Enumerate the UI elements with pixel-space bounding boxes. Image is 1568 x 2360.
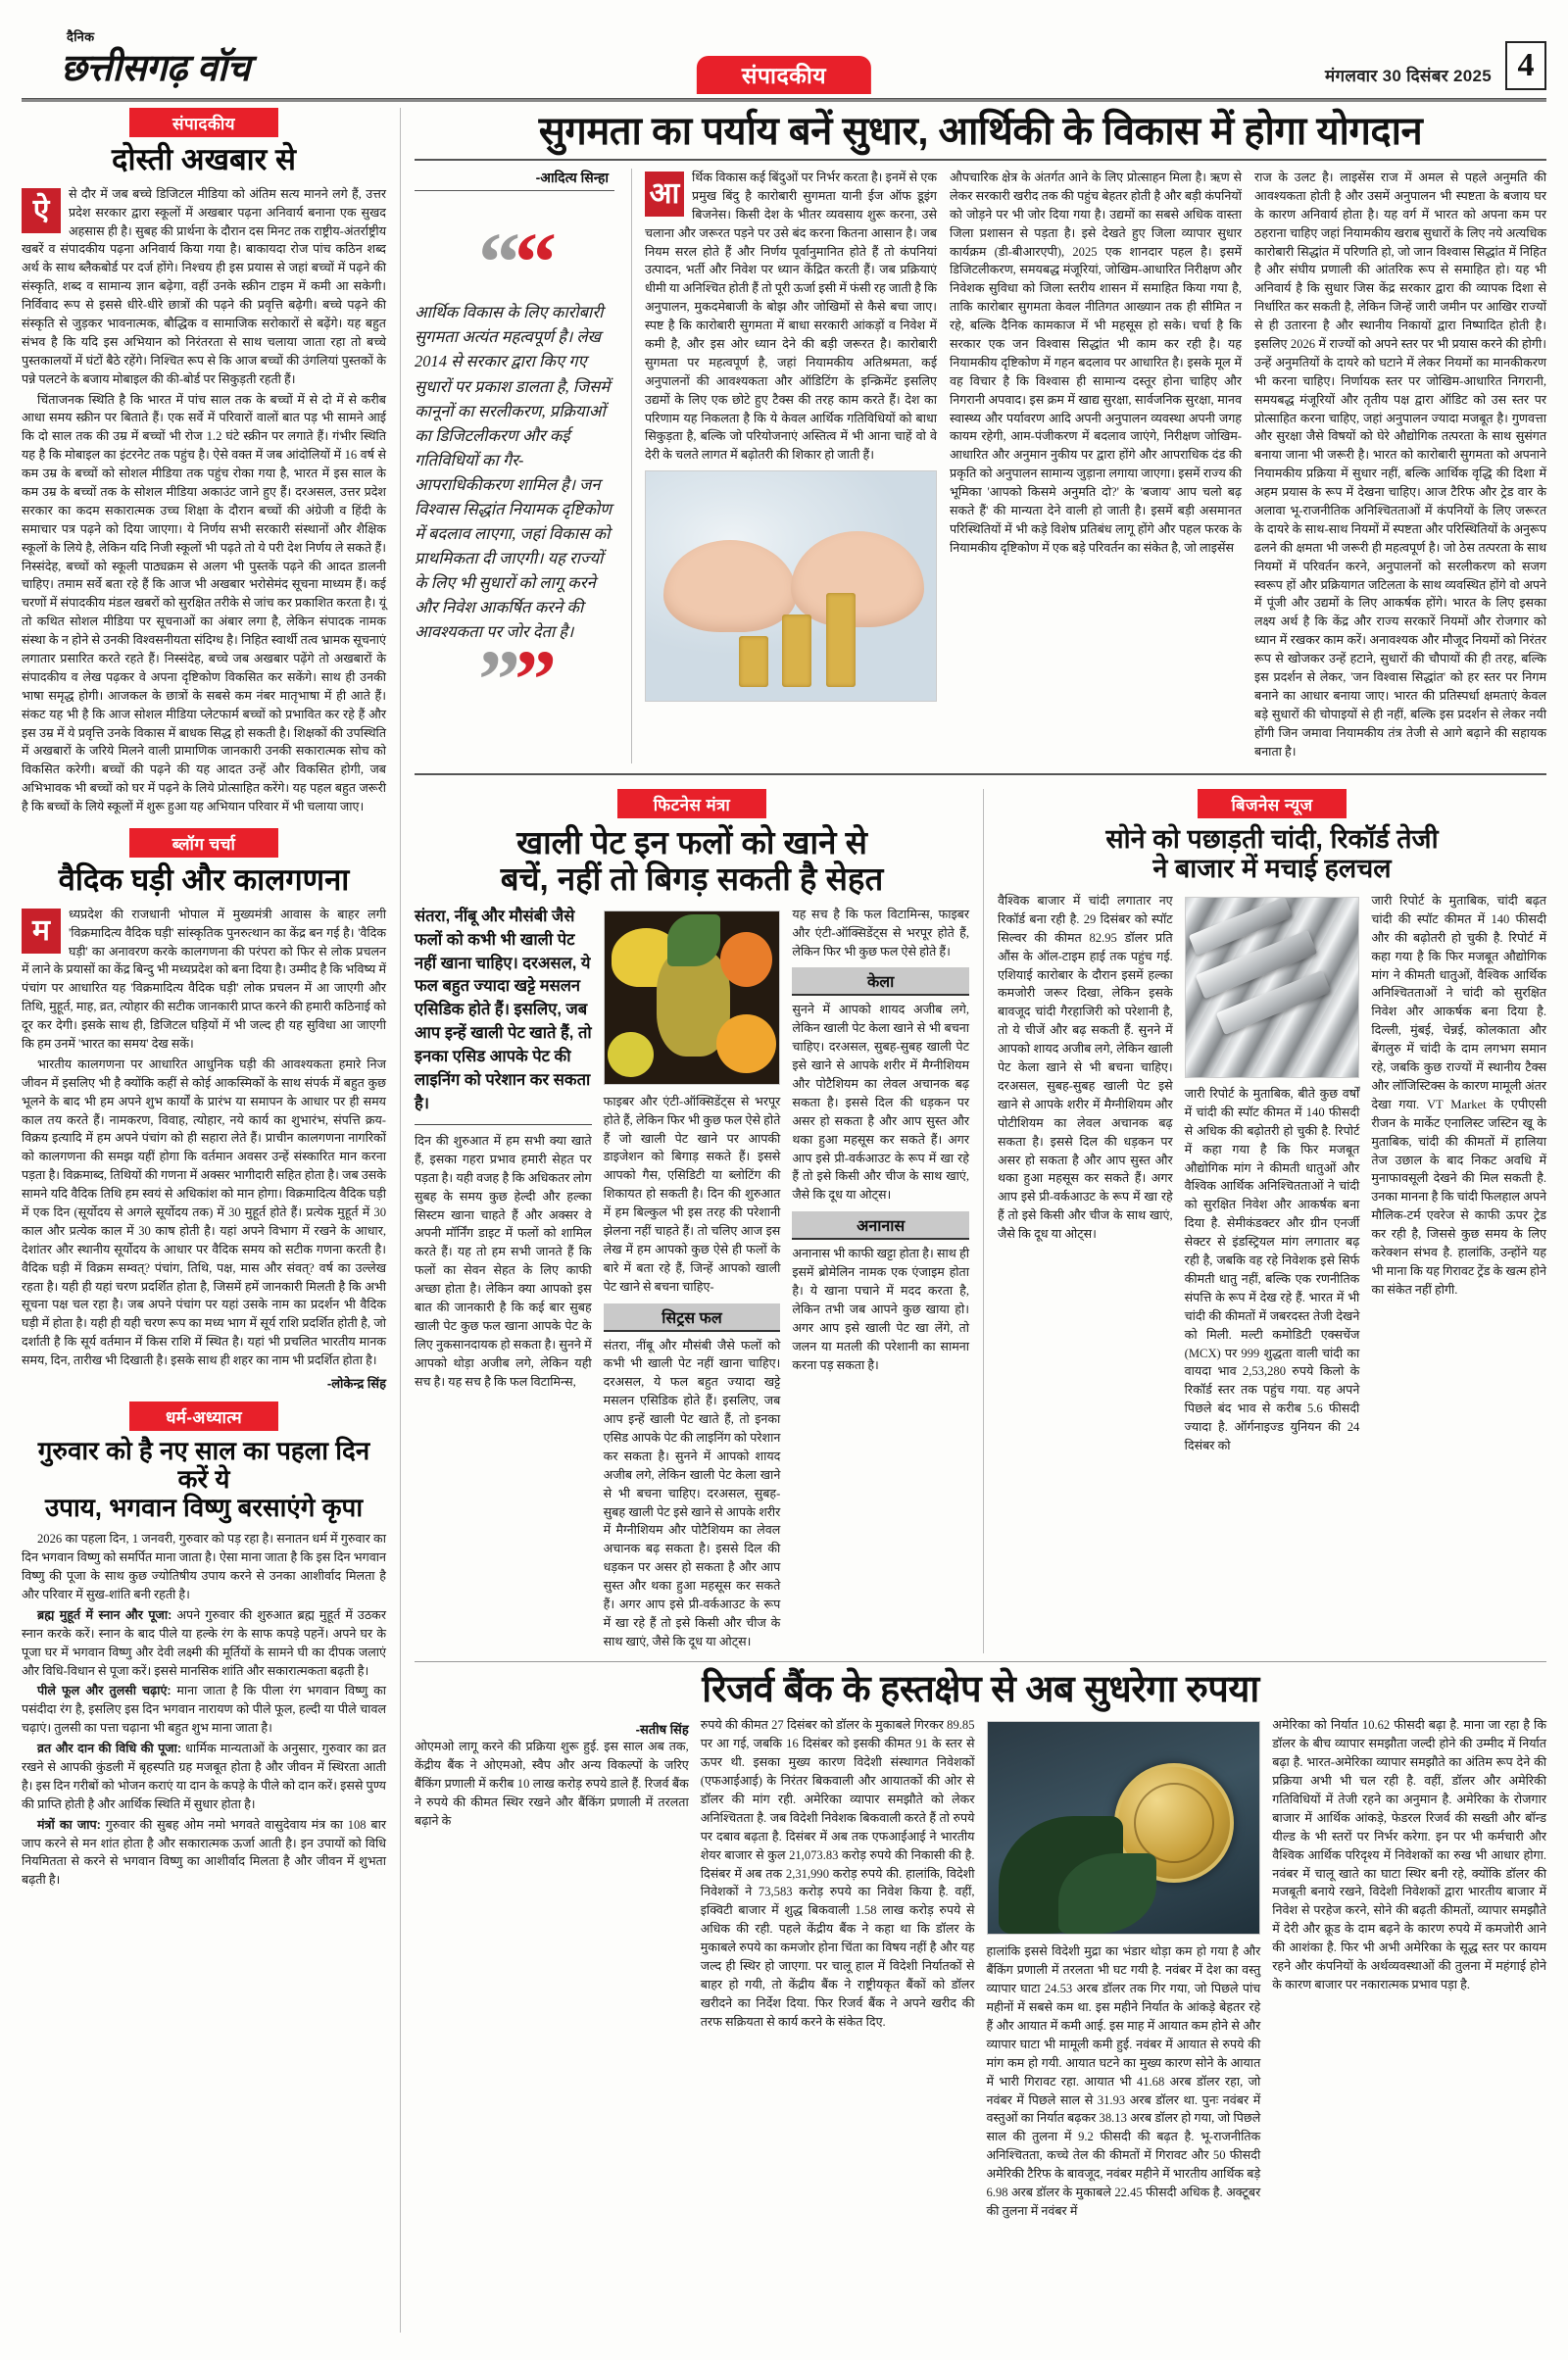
lead-dropcap: आ (645, 172, 684, 217)
fitness-col-3 (792, 906, 969, 1653)
lead-column-3 (1254, 169, 1546, 763)
fitness-subhead-banana: केला (792, 967, 969, 996)
dharma-title-line2: उपाय, भगवान विष्णु बरसाएंगे कृपा (44, 1493, 364, 1523)
fitness-col-1-body: दिन की शुरुआत में हम सभी क्या खाते हैं, इसका गहरा प्रभाव हमारी सेहत पर पड़ता है। यही वजह है कि अधिकतर लोग सुबह के समय कुछ हेल्दी और हल्का सिस्टम खाना चाहते हैं और अक्सर वे अपनी मॉर्निंग डाइट में फलों को शामिल करते हैं। यह तो हम सभी जानते हैं कि फलों का सेवन सेहत के लिए काफी अच्छा होता है। लेकिन क्या आपको इस बात की जानकारी है कि कई बार सुबह खाली पेट कुछ फल खाना आपके पेट के लिए नुकसानदायक हो सकता है। सुनने में आपको थोड़ा अजीब लगे, लेकिन यही सच है। यह सच है कि फल विटामिन्स, (415, 1134, 592, 1389)
rupee-article (415, 1668, 1546, 2223)
blog-banner: ब्लॉग चर्चा (129, 828, 278, 858)
rupee-col-3-body: हालांकि इससे विदेशी मुद्रा का भंडार थोड़ा कम हो गया है और बैंकिंग प्रणाली में तरलता भी घट गयी है. नवंबर में देश का वस्तु व्यापार घाटा 24.53 अरब डॉलर तक गिर गया, जो पिछले पांच महीनों में सबसे कम था. इस महीने निर्यात के आंकड़े बेहतर रहे हैं और आयात में कमी आई. इस माह में आयात कम होने से और व्यापार घाटा भी मामूली कमी हुई. नवंबर में आयात से रुपये की मांग कम हो गयी. आयात घटने का मुख्य कारण सोने के आयात में भारी गिरावट रहा. आयात भी 41.68 अरब डॉलर रहा, जो नवंबर में पिछले साल से 31.93 अरब डॉलर था. पुनः नवंबर में वस्तुओं का निर्यात बढ़कर 38.13 अरब डॉलर हो गया, जो पिछले साल की तुलना में 9.2 फीसदी की बढ़त है. भू-राजनीतिक अनिश्चितता, कच्चे तेल की कीमतों में गिरावट और 50 फीसदी अमेरिकी टैरिफ के बावजूद, नवंबर महीने में भारतीय आर्थिक बड़े 6.98 अरब डॉलर के मुकाबले 22.45 फीसदी अधिक है. अक्टूबर की तुलना में नवंबर में (986, 1944, 1261, 2218)
quote-divider (631, 169, 632, 763)
silver-bars-photo (1185, 897, 1360, 1078)
fitness-col-3-intro: यह सच है कि फल विटामिन्स, फाइबर और एंटी-ऑक्सिडेंट्स से भरपूर होते हैं, लेकिन फिर भी कुछ फल ऐसे होते हैं। (792, 907, 969, 959)
rupee-col-4 (1272, 1716, 1546, 2222)
business-col-1 (998, 892, 1173, 1457)
pullquote (415, 169, 618, 763)
rupee-col-4-body: अमेरिका को निर्यात 10.62 फीसदी बढ़ा है. माना जा रहा है कि डॉलर के बीच व्यापार समझौता जल्दी होने की उम्मीद में निर्यात बढ़ा है. भारत-अमेरिका व्यापार समझौते का अंतिम रूप देने की प्रक्रिया अभी भी चल रही है. वहीं, डॉलर और अमेरिकी गतिविधियों में तेजी रहने का अनुमान है. अमेरिका के रोजगार बाजार में आर्थिक आंकड़े, फेडरल रिजर्व की सख्ती और बॉन्ड यील्ड के भी स्तरों पर निर्भर करेगा. इन पर भी कर्मचारी और वैश्विक आर्थिक परिदृश्य में निवेशकों का रुख भी आधार होगा. नवंबर में चालू खाते का घाटा स्थिर बनी रहे, क्योंकि डॉलर की मजबूती बनाये रखने, विदेशी निवेशकों द्वारा भारतीय बाजार में निवेश से परहेज करने, सोने की बढ़ती कीमतों, व्यापार समझौते में देरी और क्रूड के दाम बढ़ने के कारण रुपये में कमजोरी आने की आशंका है. फिर भी अभी अमेरिका के सूद्ध स्तर पर कायम रहने और कंपनियों के अर्थव्यवस्थाओं की तुलना में महंगाई होने के कारण बाजार पर नकारात्मक प्रभाव पड़ा है. (1272, 1718, 1546, 1991)
byline-rule (415, 190, 614, 191)
editorial-body (22, 185, 386, 816)
dharma-para-1: 2026 का पहला दिन, 1 जनवरी, गुरुवार को पड़ रहा है। सनातन धर्म में गुरुवार का दिन भगवान विष्णु को समर्पित माना जाता है। ऐसा माना जाता है कि इस दिन भगवान विष्णु की पूजा के साथ कुछ ज्योतिषीय उपाय करने से उनका आशीर्वाद मिलता है और परिवार में सुख-शांति बनी रहती है। (22, 1532, 386, 1601)
page-body (22, 108, 1546, 2333)
rupee-byline: -सतीष सिंह (635, 1722, 689, 1738)
business-col-2 (1185, 892, 1360, 1457)
business-headline (998, 824, 1546, 885)
blog-para-2: भारतीय कालगणना पर आधारित आधुनिक घड़ी की आवश्यकता हमारे निज जीवन में इसलिए भी है क्योंकि कहीं से कोई आकस्मिकों के साथ संपर्क में बहुत कुछ भूलने के बाद भी हम अपने शुभ कार्यों के प्रारंभ या समापन के आधार पर ही समय काल तय करते हैं। नामकरण, विवाह, त्योहार, नये कार्य का शुभारंभ, संपत्ति क्रय-विक्रय इत्यादि में हम अपने पंचांग को ही सहारा लेते हैं। प्राचीन कालगणना नागरिकों को कालगणना की समझ यहीं होगा कि वर्तमान अवसर उन्हें संस्कारित मान करना पड़ता है। विक्रमाब्द, तिथियों की गणना में अक्सर भागीदारी सहित होता है। जब उसके सामने यदि वैदिक तिथि हम स्वयं से अधिकांश को मान होगा। विक्रमादित्य वैदिक घड़ी में एक दिन (सूर्योदय से अगले सूर्योदय तक) में 30 मुहूर्त होते हैं। प्रत्येक मुहूर्त में 30 काल और प्रत्येक काल में 30 काष होती है। यहां अपने विभाग में रखने के आधार, देशांतर और स्थानीय सूर्योदय के आधार पर वैदिक समय को सटीक गणना करती है। वैदिक घड़ी में विक्रम सम्वत्? पंचांग, तिथि, पक्ष, मास और संवत्? वर्ष का उल्लेख रहता है। यही ही यहां चरण प्रदर्शित होता है, जिसमें हमें जानकारी मिलती है कि अभी सूचना पक्ष चल रहा है। जब अपने पंचांग पर यहां उसके नाम का प्रदर्शन भी वैदिक घड़ी में होता है। यही ही यही चरण रूप का मध्य भाग में सूर्य राशि प्रदर्शित होती है, जो दर्शाती है कि सूर्य वर्तमान में किस राशि में स्थित है। यहां भी प्रचलित भारतीय मानक समय, दिन, तारीख भी दिखाती है। इसके साथ ही शहर का नाम भी प्रदर्शित होता है। (22, 1057, 386, 1368)
fitness-banner: फिटनेस मंत्रा (617, 789, 766, 818)
dharma-tip-text-3: धार्मिक मान्यताओं के अनुसार, गुरुवार का व्रत रखने से आपकी कुंडली में बृहस्पति ग्रह मजबूत होता है और जीवन में स्थिरता आती है। इस दिन गरीबों को भोजन कराएं या दान के कपड़े के पीले को दान करें। इससे पुण्य की प्राप्ति होती है और आर्थिक स्थिति में सुधार होता है। (22, 1742, 386, 1811)
quote-open-icon: ““ (478, 215, 551, 309)
fitness-intro-rule (415, 1124, 592, 1125)
dharma-tip-text-1: अपने गुरुवार की शुरुआत ब्रह्म मुहूर्त में उठकर स्नान करके करें। स्नान के बाद पीले या हल्के रंग के साफ कपड़े पहनें। अपने घर के पूजा घर में भगवान विष्णु और देवी लक्ष्मी की मूर्तियों के सामने घी का दीपक जलाएं और विधि-विधान से पूजा करें। इससे मानसिक शांति और सकारात्मकता बढ़ती है। (22, 1607, 386, 1678)
fitness-col-2-body: फाइबर और एंटी-ऑक्सिडेंट्स से भरपूर होते हैं, लेकिन फिर भी कुछ फल ऐसे होते हैं जो खाली पेट खाने पर आपकी डाइजेशन को बिगाड़ सकते हैं। इससे आपको गैस, एसिडिटी या ब्लोटिंग की शिकायत हो सकती है। दिन की शुरुआत में हम बिल्कुल भी इस तरह की परेशानी झेलना नहीं चाहते हैं। तो चलिए आज इस लेख में हम आपको कुछ ऐसे ही फलों के बारे में बता रहे हैं, जिन्हें आपको खाली पेट खाने से बचना चाहिए- (603, 1094, 781, 1294)
left-sidebar (22, 108, 386, 2333)
section-divider-2 (415, 1661, 1546, 1662)
rupee-col-2-body: रुपये की कीमत 27 दिसंबर को डॉलर के मुकाबले गिरकर 89.85 पर आ गई, जबकि 16 दिसंबर को इसकी कीमत 91 के स्तर से ऊपर थी. इसका मुख्य कारण विदेशी संस्थागत निवेशकों (एफआईआई) के निरंतर बिकवाली और आयातकों की ओर से डॉलर की मांग रही. अमेरिका व्यापार समझौते को लेकर अनिश्चितता है. जब विदेशी निवेशक बिकवाली करते हैं तो रुपये पर दबाव बढ़ता है. दिसंबर में अब तक एफआईआई ने भारतीय शेयर बाजार से कुल 21,073.83 करोड़ रुपये की निकासी की है. दिसंबर में अब तक 2,31,990 करोड़ रुपये की. हालांकि, विदेशी निवेशकों ने 73,583 करोड़ रुपये का निवेश किया है. वहीं, इक्विटी बाजार में शुद्ध बिकवाली 1.58 लाख करोड़ रुपये से अधिक की रही. पहले केंद्रीय बैंक ने कहा था कि डॉलर के मुकाबले रुपये का कमजोर होना चिंता का विषय नहीं है और यह जल्द ही स्थिर हो जाएगा. पर चालू हाल में विदेशी निर्यातकों से बाहर हो गयी, तो केंद्रीय बैंक ने राष्ट्रीयकृत बैंकों को डॉलर खरीदने का निर्देश दिया. फिर रिजर्व बैंक ने अपने खरीद की तरफ सक्रियता से कार्य करने के संकेत दिए. (700, 1718, 975, 2029)
fitness-citrus-body: संतरा, नींबू और मौसंबी जैसे फलों को कभी भी खाली पेट नहीं खाना चाहिए। दरअसल, ये फल बहुत ज्यादा खट्टे मसलन एसिडिक होते हैं। इसलिए, जब आप इन्हें खाली पेट खाते हैं, तो इनका एसिड आपके पेट की लाइनिंग को परेशान कर सकता है। सुनने में आपको शायद अजीब लगे, लेकिन खाली पेट केला खाने से भी बचना चाहिए। दरअसल, सुबह-सुबह खाली पेट इसे खाने से आपके शरीर में मैग्नीशियम और पोटैशियम का लेवल अचानक बढ़ सकता है। इससे दिल की धड़कन पर असर हो सकता है और आप सुस्त और थका हुआ महसूस कर सकते हैं। अगर आप इसे प्री-वर्कआउट के रूप में खा रहे हैं तो इसे किसी और चीज के साथ खाएं, जैसे कि दूध या ओट्स। (603, 1338, 781, 1648)
fitness-headline-line2: बचें, नहीं तो बिगड़ सकती है सेहत (500, 860, 884, 898)
page-number: 4 (1505, 41, 1546, 90)
blog-para-1: ध्यप्रदेश की राजधानी भोपाल में मुख्यमंत्री आवास के बाहर लगी 'विक्रमादित्य वैदिक घड़ी' सांस्कृतिक पुनरुत्थान का केंद्र बन गई है। 'वैदिक घड़ी' का अनावरण करके कालगणना की परंपरा को फिर से लोक प्रचलन में लाने के प्रयासों का केंद्र बिन्दु भी मध्यप्रदेश को बना दिया है। उम्मीद है कि भविष्य में पंचांग पर आधारित यह 'विक्रमादित्य वैदिक घड़ी' लोक प्रचलन में आ जाएगी और तिथि, मुहूर्त, माह, व्रत, त्योहार की सटीक जानकारी प्राप्त करने की हमारी कठिनाई को दूर कर देगी। इसके साथ ही, डिजिटल घड़ियों में भी जल्द ही यह सुविधा आ जाएगी कि हम उनमें 'भारत का समय' देख सकें। (22, 907, 386, 1051)
editorial-banner: संपादकीय (129, 108, 278, 137)
main-content (415, 108, 1546, 2333)
rupee-col-1 (415, 1716, 689, 2222)
dharma-tip-text-2: माना जाता है कि पीला रंग भगवान विष्णु का पसंदीदा रंग है, इसलिए इस दिन भगवान नारायण को पीले फूल, हल्दी या पीले चावल चढ़ाएं। तुलसी का पत्ता चढ़ाना भी बहुत शुभ माना जाता है। (22, 1684, 387, 1736)
business-headline-line1: सोने को पछाड़ती चांदी, रिकॉर्ड तेजी (1105, 823, 1439, 854)
rupee-columns (415, 1716, 1546, 2222)
coins-protection-photo (645, 470, 937, 702)
dharma-tip-lead-2: पीले फूल और तुलसी चढ़ाएं: (37, 1684, 172, 1698)
logo-prefix: दैनिक (67, 29, 95, 44)
lead-col-2-text: औपचारिक क्षेत्र के अंतर्गत आने के लिए प्रोत्साहन मिला है। ऋण से लेकर सरकारी खरीद तक की पहुंच बेहतर होती है और बड़ी कंपनियों को जोड़ने पर भी जोर दिया गया है। उद्यमों का सबसे अधिक वास्ता जिला प्रशासन से पड़ता है। इसे देखते हुए जिला व्यापार सुधार कार्यक्रम (डी-बीआरएपी), 2025 एक शानदार पहल है। इसमें डिजिटलीकरण, समयबद्ध मंजूरियां, जोखिम-आधारित निरीक्षण और निवेशक सुविधा को जिला स्तरीय शासन में समाहित किया गया है, ताकि कारोबार सुगमता केवल नीतिगत आख्यान तक ही सीमित न रहे, बल्कि दैनिक कामकाज में भी महसूस हो सके। चर्चा है कि सरकार एक जन विश्वास सिद्धांत भी काम कर रही है। यह नियामकीय दृष्टिकोण में गहन बदलाव पर आधारित है। इसके मूल में वह विचार है कि विश्वास ही सामान्य दस्तूर होना चाहिए और निगरानी अपवाद। इस क्रम में खाद्य सुरक्षा, सार्वजनिक सुरक्षा, मानव स्वास्थ्य और पर्यावरण आदि अपनी अनुपालन व्यवस्था अपनी जगह कायम रहेगी, आम-पंजीकरण में बदलाव जाएंगे, निरीक्षण जोखिम-आधारित और अनुमान नुकीय पर द्वारा होंगे और आपराधिक दंड की प्रकृति को अनुपालन सामान्य जुड़ाना लगाया जाएगा। इसमें राज्य की भूमिका 'आपको किसमे अनुमति दो?' के 'बजाय' आप चलो बढ़ सकते हैं' की मान्यता देने वाली हो जाती है। इसमें बड़ी असमानत परिस्थितियों में भी कड़े विशेष प्रतिबंध लागू होंगे और पहल फरक के नियामकीय दृष्टिकोण में एक बड़े परिवर्तन का संकेत है, जो लाइसेंस (950, 171, 1242, 555)
fitness-pineapple-body: अनानास भी काफी खट्टा होता है। साथ ही इसमें ब्रोमेलिन नामक एक एंजाइम होता है। ये खाना पचाने में मदद करता है, लेकिन तभी जब आपने कुछ खाया हो। अगर आप इसे खाली पेट खा लेंगे, तो जलन या मतली की परेशानी का सामना करना पड़ सकता है। (792, 1247, 969, 1372)
dharma-title-line1: गुरुवार को है नए साल का पहला दिन करें ये (37, 1435, 370, 1495)
dharma-tip-text-4: गुरुवार की सुबह ओम नमो भगवते वासुदेवाय मंत्र का 108 बार जाप करने से मन शांत होता है और सकारात्मक ऊर्जा आती है। इन उपायों को विधि नियमितता से करने से भगवान विष्णु का आशीर्वाद मिलता है और जीवन में शुभता बढ़ती है। (22, 1817, 386, 1888)
fitness-intro: संतरा, नींबू और मौसंबी जैसे फलों को कभी भी खाली पेट नहीं खाना चाहिए। दरअसल, ये फल बहुत ज्यादा खट्टे मसलन एसिडिक होते हैं। इसलिए, जब आप इन्हें खाली पेट खाते हैं, तो इनका एसिड आपके पेट की लाइनिंग को परेशान कर सकता है। (415, 907, 592, 1113)
business-col-3-body: जारी रिपोर्ट के मुताबिक, चांदी बढ़त चांदी की स्पॉट कीमत में 140 फीसदी और की बढ़ोतरी हो चुकी है. रिपोर्ट में कहा गया है कि फिर मजबूत औद्योगिक मांग ने कीमती धातुओं, वैश्विक आर्थिक अनिश्चितताओं ने चांदी को सुरक्षित निवेश और आकर्षक बना दिया है. दिल्ली, मुंबई, चेन्नई, कोलकाता और बेंगलुरु में चांदी के दाम लगभग समान रहे, जबकि कुछ राज्यों में स्थानीय टैक्स और लॉजिस्टिक्स के कारण मामूली अंतर देखा गया. VT Market के एपीएसी रीजन के मार्केट एनालिस्ट जस्टिन खू के मुताबिक, चांदी की कीमतों में हालिया तेज उछाल के बाद निकट अवधि में मुनाफावसूली देखने की मिल सकती है. उनका मानना है कि चांदी फिलहाल अपने मौलिक-टर्म एवरेज से काफी ऊपर ट्रेड कर रही है, जिससे कुछ समय के लिए करेक्शन संभव है. हालांकि, उन्होंने यह भी माना कि यह गिरावट ट्रेंड के खत्म होने का संकेत नहीं होगी. (1371, 894, 1546, 1297)
fitness-banana-body: सुनने में आपको शायद अजीब लगे, लेकिन खाली पेट केला खाने से भी बचना चाहिए। दरअसल, सुबह-सुबह खाली पेट इसे खाने से आपके शरीर में मैग्नीशियम और पोटैशियम का लेवल अचानक बढ़ सकता है। इससे दिल की धड़कन पर असर हो सकता है और आप सुस्त और थका हुआ महसूस कर सकते हैं। अगर आप इसे प्री-वर्कआउट के रूप में खा रहे हैं तो इसे किसी और चीज के साथ खाएं, जैसे कि दूध या ओट्स। (792, 1003, 969, 1203)
business-headline-line2: ने बाजार में मचाई हलचल (1152, 854, 1392, 884)
lead-byline: -आदित्य सिन्हा (535, 170, 609, 185)
rupee-col-3 (987, 1716, 1261, 2222)
lead-headline: सुगमता का पर्याय बनें सुधार, आर्थिकी के विकास में होगा योगदान (538, 110, 1423, 153)
editorial-block (22, 108, 386, 818)
editorial-para-1: से दौर में जब बच्चे डिजिटल मीडिया को अंतिम सत्य मानने लगे हैं, उत्तर प्रदेश सरकार द्वारा स्कूलों में अखबार पढ़ना अनिवार्य बनाना एक सुखद अहसास ही है। सुबह की प्रार्थना के दौरान दस मिनट तक राष्ट्रीय-अंतर्राष्ट्रीय खबरें व संपादकीय पढ़ना अनिवार्य किया गया है। बाकायदा रोज पांच कठिन शब्द अर्थ के साथ ब्लैकबोर्ड पर दर्ज होंगे। निश्चय ही इस प्रयास से जहां बच्चों में पढ़ने की संस्कृति, शब्द व सामान्य ज्ञान बढ़ेगा, वहीं उनके स्क्रीन टाइम में कमी आ सकेगी। निर्विवाद रूप से इससे धीरे-धीरे छात्रों की पढ़ने की प्रवृत्ति बढ़ेगी। बच्चे पढ़ने की संस्कृति से जुड़कर भावनात्मक, बौद्धिक व सामाजिक सरोकारों से बढ़ेंगे। यह बहुत संभव है कि यदि इस अभियान को निरंतरता से साथ चलाया जाता रहा तो बच्चे पुस्तकालयों में घंटों बैठे रहेंगे। निश्चित रूप से कि आज बच्चों की उंगलियां पुस्तकों के पन्ने पलटने के बजाय मोबाइल की की-बोर्ड पर सिकुड़ती रहती हैं। (22, 186, 386, 386)
dharma-tip-lead-3: व्रत और दान की विधि की पूजा: (37, 1742, 182, 1756)
lead-article-body (415, 169, 1546, 763)
section-divider-1 (415, 773, 1546, 775)
newspaper-logo[interactable] (22, 27, 250, 94)
blog-body (22, 906, 386, 1370)
editorial-title: दोस्ती अखबार से (112, 142, 296, 176)
blog-block (22, 828, 386, 1392)
business-columns (998, 892, 1546, 1457)
masthead (22, 18, 1546, 94)
business-col-3 (1371, 892, 1546, 1457)
business-banner: बिजनेस न्यूज (1198, 789, 1347, 818)
blog-title: वैदिक घड़ी और कालगणना (58, 862, 350, 897)
masthead-divider (22, 98, 1546, 102)
dharma-title (22, 1437, 386, 1522)
dharma-block (22, 1401, 386, 1892)
fruit-basket-photo (604, 910, 781, 1085)
lead-column-1 (645, 169, 937, 763)
fitness-col-1 (415, 906, 592, 1653)
pullquote-text: आर्थिक विकास के लिए कारोबारी सुगमता अत्यंत महत्वपूर्ण है। लेख 2014 से सरकार द्वारा किए गए सुधारों पर प्रकाश डालता है, जिसमें कानूनों का सरलीकरण, प्रक्रियाओं का डिजिटलीकरण और कई गतिविधियों का गैर-आपराधिकीकरण शामिल है। जन विश्वास सिद्धांत नियामक दृष्टिकोण में बदलाव लाएगा, जहां विकास को प्राथमिकता दी जाएगी। यह राज्यों के लिए भी सुधारों को लागू करने और निवेश आकर्षित करने की आवश्यकता पर जोर देता है। (415, 303, 612, 642)
fitness-subhead-pineapple: अनानास (792, 1211, 969, 1240)
quote-close-icon: ”” (478, 632, 551, 727)
blog-byline: -लोकेन्द्र सिंह (326, 1375, 386, 1391)
editorial-para-2: चिंताजनक स्थिति है कि भारत में पांच साल तक के बच्चों में से दो में से करीब आधा समय स्क्रीन पर बिताते हैं। एक सर्वे में परिवारों वालों बात पड़ भी सामने आई कि दो साल तक की उम्र में बच्चों भी रोज 1.2 घंटे स्क्रीन पर लगाते हैं। गंभीर स्थिति यह है कि मोबाइल का इंटरनेट तक पहुंच है। ऐसे वक्त में जब आंदोलियों में 16 वर्ष से कम उम्र के बच्चों को सोशल मीडिया तक पहुंच रोका गया है, भारत में इस साल के कम उम्र के बच्चों तक के सोशल मीडिया अकाउंट जाने हुए हैं। दरअसल, उत्तर प्रदेश सरकार का कदम सकारात्मक उच्च शिक्षा के दौरान बच्चों की अंग्रेजी व हिंदी के समाचार पत्र पढ़ने को दिया जाएगा। ये निर्णय सभी सरकारी संस्थानों और शैक्षिक स्कूलों के लिये है, लेकिन यदि निजी स्कूलों भी पढ़ते तो ये परी देश निर्णय ले सकते हैं। निस्संदेह, बच्चों को स्कूली पाठ्यक्रम से अलग भी पुस्तकें पढ़ने की आदत डालनी चाहिए। तमाम सर्वे बता रहे हैं कि आज भी अखबार भरोसेमंद सूचना माध्यम हैं। कई चरणों में संपादकीय मंडल खबरों को सुरक्षित तरीके से जांच कर प्रकाशित करता है। यूं तो कथित सोशल मीडिया पर सूचनाओं का अंबार लगा है, लेकिन संपादक नामक संस्था के न होने से उनकी विश्वसनीयता संदिग्ध है। निहित स्वार्थी तत्व भ्रामक सूचनाएं लगातार प्रसारित करते रहते हैं। निस्संदेह, बच्चे जब अखबार पढ़ेंगे तो अखबारों के संपादकीय व लेख पढ़कर वे अपना दृष्टिकोण विकसित कर सकेंगे। साथ ही उनकी भाषा समृद्ध होगी। आजकल के छात्रों के सबसे कम नंबर मातृभाषा में ही आते हैं। संकट यह भी है कि आज सोशल मीडिया प्लेटफार्म बच्चों को प्रभावित कर रहे हैं और इस उम्र में ये प्रवृत्ति उनके विकास में बाधक सिद्ध हो सकती है। शिक्षकों की उपस्थिति में अखबारों के जरिये मिलने वाली प्रामाणिक जानकारी उनकी सकारात्मक सोच को विकसित करेगी। बच्चों की पढ़ने की यह आदत उन्हें और विकसित होगी, जब अभिभावक भी बच्चों को घर में पढ़ने के लिये प्रोत्साहित करेंगे। यह पहल बहुत जरूरी है कि बच्चों के लिये स्कूलों में शुरू हुआ यह अभियान परिवार में भी चलाया जाए। (22, 392, 386, 814)
middle-divider (983, 789, 984, 1653)
fitness-columns (415, 906, 969, 1653)
fitness-headline (415, 824, 969, 898)
dharma-tip-lead-1: ब्रह्म मुहूर्त में स्नान और पूजा: (37, 1607, 172, 1622)
business-article (998, 789, 1546, 1653)
business-col-2-body: जारी रिपोर्ट के मुताबिक, बीते कुछ वर्षों में चांदी की स्पॉट कीमत में 140 फीसदी से अधिक की बढ़ोतरी हो चुकी है. रिपोर्ट में कहा गया है कि फिर मजबूत औद्योगिक मांग ने कीमती धातुओं और वैश्विक आर्थिक अनिश्चितताओं ने चांदी को सुरक्षित निवेश और आकर्षक बना दिया है. सेमीकंडक्टर और ग्रीन एनर्जी सेक्टर से इंडस्ट्रियल मांग लगातार बढ़ रही है, जबकि वह रहे निवेशक इसे सिर्फ कीमती धातु नहीं, बल्कि एक रणनीतिक संपत्ति के रूप में देख रहे हैं. भारत में भी चांदी की कीमतों में जबरदस्त तेजी देखने को मिली. मल्टी कमोडिटी एक्सचेंज (MCX) पर 999 शुद्धता वाली चांदी का वायदा भाव 2,53,280 रुपये किलो के रिकॉर्ड स्तर तक पहुंच गया. यह अपने पिछले बंद भाव से करीब 5.6 फीसदी ज्यादा है. ऑर्गनाइज्ड युनियन की 24 दिसंबर को (1184, 1087, 1360, 1452)
rupee-headline: रिजर्व बैंक के हस्तक्षेप से अब सुधरेगा रुपया (702, 1668, 1259, 1710)
fitness-col-2 (604, 906, 781, 1653)
date-and-page (1325, 41, 1546, 94)
middle-section (415, 789, 1546, 1653)
publication-date: मंगलवार 30 दिसंबर 2025 (1325, 67, 1492, 85)
business-col-1-body: वैश्विक बाजार में चांदी लगातार नए रिकॉर्ड बना रही है. 29 दिसंबर को स्पॉट सिल्वर की कीमत 82.95 डॉलर प्रति औंस के ऑल-टाइम हाई तक पहुंच गई. एशियाई कारोबार के दौरान इसमें हल्का कमजोरी जरूर दिखा, लेकिन इसके बावजूद चांदी गैरहाजिरी को परेशानी है, तो ये चीजें और बढ़ सकती हैं. सुनने में आपको शायद अजीब लगे, लेकिन खाली पेट केला खाने से भी बचना चाहिए। दरअसल, सुबह-सुबह खाली पेट इसे खाने से आपके शरीर में मैग्नीशियम और पोटीशियम का लेवल अचानक बढ़ सकता है। इससे दिल की धड़कन पर असर हो सकता है और आप सुस्त और थका हुआ महसूस कर सकते हैं। अगर आप इसे प्री-वर्कआउट के रूप में खा रहे हैं तो इसे किसी और चीज के साथ खाएं, जैसे कि दूध या ओट्स। (998, 894, 1173, 1242)
section-banner-label: संपादकीय (697, 56, 871, 94)
rupee-col-2 (701, 1716, 975, 2222)
fitness-headline-line1: खाली पेट इन फलों को खाने से (516, 823, 867, 860)
dharma-banner: धर्म-अध्यात्म (129, 1401, 278, 1431)
editorial-dropcap: ऐ (22, 188, 61, 233)
page-section-banner (697, 56, 871, 94)
sidebar-divider (400, 108, 401, 2333)
fitness-subhead-citrus: सिट्रस फल (604, 1303, 781, 1332)
blog-dropcap: म (22, 909, 61, 954)
lead-column-2 (950, 169, 1242, 763)
dharma-body (22, 1530, 386, 1890)
fitness-article (415, 789, 969, 1653)
lead-headline-rule (415, 159, 1546, 161)
lead-col-1-text: र्थिक विकास कई बिंदुओं पर निर्भर करता है। इनमें से एक प्रमुख बिंदु है कारोबारी सुगमता यानी ईज ऑफ डूइंग बिजनेस। किसी देश के भीतर व्यवसाय शुरू करना, उसे चलाना और जरूरत पड़ने पर उसे बंद करना कितना आसान है। जब नियम सरल होते हैं और निर्णय पूर्वानुमानित होते हैं तो कंपनियां उत्पादन, भर्ती और निवेश पर ध्यान केंद्रित करती हैं। जब प्रक्रियाएं धीमी या अनिश्चित होती हैं तो पूरी ऊर्जा इसी में फंसी रह जाती है कि अनुपालन, मुकदमेबाजी के बोझ और जोखिमों से कैसे बचा जाए। स्पष्ट है कि कारोबारी सुगमता में बाधा सरकारी आंकड़ों व निवेश में कमी है, और इस ओर ध्यान देने की बड़ी जरूरत है। कारोबारी सुगमता पर महत्वपूर्ण है, जहां नियामकीय अतिश्रमता, कई अनुपालनों की आवश्यकता और ऑडिटिंग के इन्क्रिमेंट इसलिए उद्यमों के लिए एक छोटे हुए टैक्स की तरह काम करते हैं। देश का परिणाम यह निकलता है कि ये केवल आर्थिक गतिविधियों को बाधा सिकुड़ता है, बल्कि जो परियोजनाएं अस्तित्व में भी आना चाहें वो वे देरी के चलते लागत में बढ़ोतरी की शिकार हो जाती हैं। (645, 171, 937, 463)
lead-col-3-text: राज के उलट है। लाइसेंस राज में अमल से पहले अनुमति की आवश्यकता होती है और उसमें अनुपालन भी स्पष्टता के बजाय घर के कारण अनिवार्य होता है। यह वर्ग में भारत को अपना कम पर ठहराना चाहिए जहां नियामकीय खराब सुधारों के लिए नये अत्यधिक कारोबारी सिद्धांत में परिणति हो, जो जान विश्वास सिद्धांत में निहित है और संघीय प्रणाली की आंतरिक रूप से समाहित हो। यह भी अनिवार्य है कि सुधार जिस केंद्र सरकार द्वारा की व्यापक दिशा से निर्धारित कर सकती है, लेकिन जिन्हें जारी जमीन पर आखिर राज्यों से ही उतारना है और स्थानीय निकायों द्वारा निष्पादित होती है। इसलिए 2026 में राज्यों को अपने स्तर पर भी प्रयास करने की होगी। उन्हें अनुमतियों के दायरे को घटाने में लेकर नियमों का मानकीकरण भी करना चाहिए। निर्णायक स्तर पर जोखिम-आधारित निगरानी, समयबद्ध मंजूरियों और तृतीय पक्ष द्वारा ऑडिट को उस स्तर पर प्रोत्साहित करना चाहिए, जहां अनुपालन ज्यादा मजबूत है। गुणवत्ता और सुरक्षा जैसे विषयों को घेरे औद्योगिक तत्परता के साथ सुसंगत बनाया जाना भी जरूरी है। भारत को कारोबारी सुगमता को अपनाने नियामकीय प्रक्रिया में सुधार नहीं, बल्कि आर्थिक वृद्धि की दिशा में अहम प्रयास के रूप में देखना चाहिए। आज टैरिफ और ट्रेड वार के अलावा भू-राजनीतिक अनिश्चितताओं में कंपनियों के लिए जरूरत के दायरे के साथ-साथ नियमों में स्पष्टता और परिस्थितियों के अनुरूप ढलने की क्षमता भी जरूरी ही महत्वपूर्ण है। जो ठेस तत्परता के साथ नियमों में परिवर्तन करने, अनुपालनों को सरलीकरण को सजग स्वरूप हों और प्रक्रियागत जटिलता के साथ व्यवस्थित होंगे वो अपने में पूंजी और उद्यमों के लिए आकर्षक होंगे। भारत के लिए इसका लक्ष्य अर्थ है कि केंद्र और राज्य सरकारें नियमों और रोजगार को ध्यान में रखकर काम करें। अनावश्यक और मौजूद नियमों को निरंतर रूप से खोजकर उन्हें हटाने, सुधारों की चौपायों की ही तरह, बल्कि इस प्रदर्शन से लेकर, 'जन विश्वास सिद्धांत' को हर स्तर पर निगम बनाने का आधार बनाया जाए। भारत की प्रतिस्पर्धा क्षमताएं केवल बड़े सुधारों की चोपाइयों से ही नहीं, बल्कि इस प्रदर्शन से लेकर नयी होंगी जिन जमावा नियामकीय तंत्र तेजी से आगे बढ़ाने की सहायक बनाता है। (1254, 171, 1546, 759)
rupee-col-1-body: ओएमओ लागू करने की प्रक्रिया शुरू हुई. इस साल अब तक, केंद्रीय बैंक ने ओएमओ, स्वैप और अन्य विकल्पों के जरिए बैंकिंग प्रणाली में करीब 10 लाख करोड़ रुपये डाले हैं. रिजर्व बैंक ने रुपये की कीमत स्थिर रखने और बैंकिंग प्रणाली में तरलता बढ़ाने के (415, 1740, 689, 1829)
logo-title: छत्तीसगढ़ वॉच (61, 48, 250, 89)
dharma-tip-lead-4: मंत्रों का जाप: (37, 1817, 101, 1832)
rbi-building-photo (987, 1721, 1261, 1935)
